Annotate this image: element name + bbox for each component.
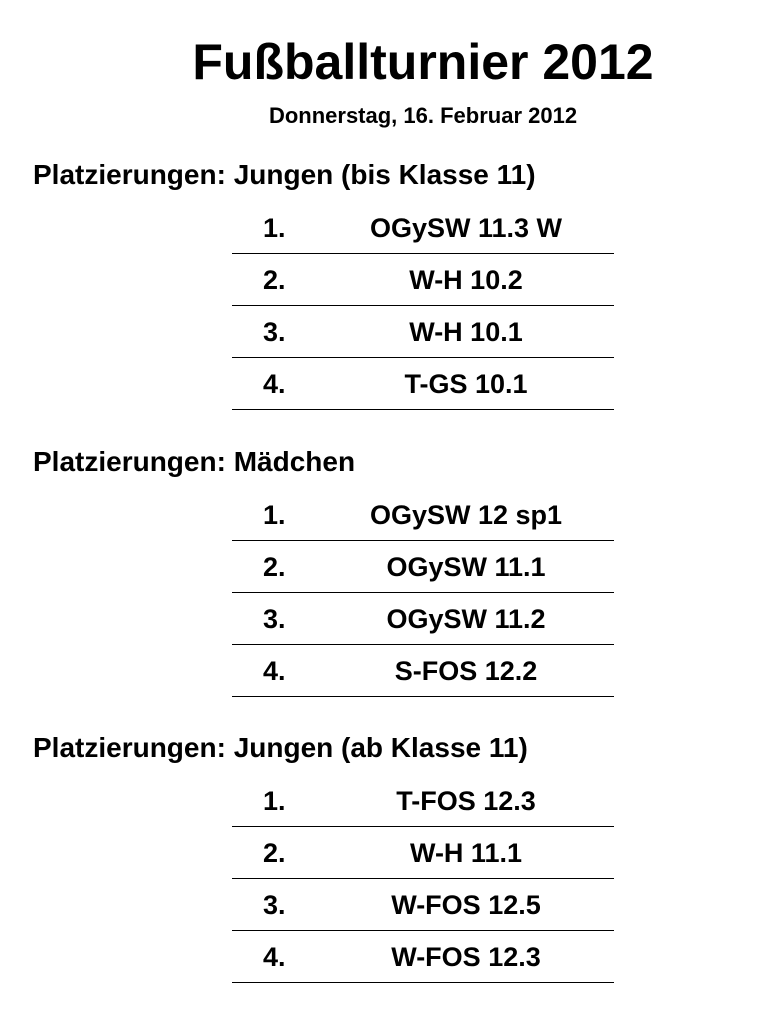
ranking-row [232, 931, 614, 983]
ranking-team: OGySW 11.1 [386, 552, 546, 582]
ranking-team: OGySW 11.2 [386, 604, 546, 634]
ranking-row [232, 593, 614, 645]
ranking-row [232, 541, 614, 593]
ranking-table [232, 202, 614, 410]
ranking-table [232, 775, 614, 983]
ranking-place: 4. [263, 369, 286, 399]
section-heading: Platzierungen: Jungen (ab Klasse 11) [33, 732, 528, 763]
ranking-row [232, 254, 614, 306]
ranking-place: 3. [263, 604, 286, 634]
ranking-row [232, 775, 614, 827]
ranking-place: 2. [263, 552, 286, 582]
ranking-team: W-H 11.1 [410, 838, 522, 868]
ranking-team: OGySW 11.3 W [369, 213, 563, 243]
ranking-place: 1. [263, 786, 286, 816]
ranking-table [232, 489, 614, 697]
ranking-row [232, 202, 614, 254]
ranking-row [232, 645, 614, 697]
ranking-team: W-FOS 12.3 [391, 942, 541, 972]
ranking-place: 4. [263, 656, 286, 686]
ranking-place: 3. [263, 890, 286, 920]
ranking-row [232, 879, 614, 931]
ranking-row [232, 306, 614, 358]
ranking-place: 1. [263, 500, 286, 530]
ranking-place: 3. [263, 317, 286, 347]
document-date: Donnerstag, 16. Februar 2012 [268, 103, 578, 128]
ranking-team: S-FOS 12.2 [394, 656, 538, 686]
ranking-place: 4. [263, 942, 286, 972]
ranking-row [232, 358, 614, 410]
section-heading: Platzierungen: Jungen (bis Klasse 11) [33, 159, 536, 190]
ranking-team: W-H 10.1 [409, 317, 523, 347]
ranking-row [232, 827, 614, 879]
ranking-team: W-H 10.2 [409, 265, 523, 295]
document-title: Fußballturnier 2012 [192, 34, 654, 90]
ranking-place: 1. [263, 213, 286, 243]
ranking-team: W-FOS 12.5 [391, 890, 541, 920]
ranking-place: 2. [263, 838, 286, 868]
ranking-team: T-GS 10.1 [404, 369, 528, 399]
ranking-team: T-FOS 12.3 [396, 786, 536, 816]
ranking-team: OGySW 12 sp1 [369, 500, 563, 530]
ranking-place: 2. [263, 265, 286, 295]
ranking-row [232, 489, 614, 541]
section-heading: Platzierungen: Mädchen [33, 446, 356, 477]
